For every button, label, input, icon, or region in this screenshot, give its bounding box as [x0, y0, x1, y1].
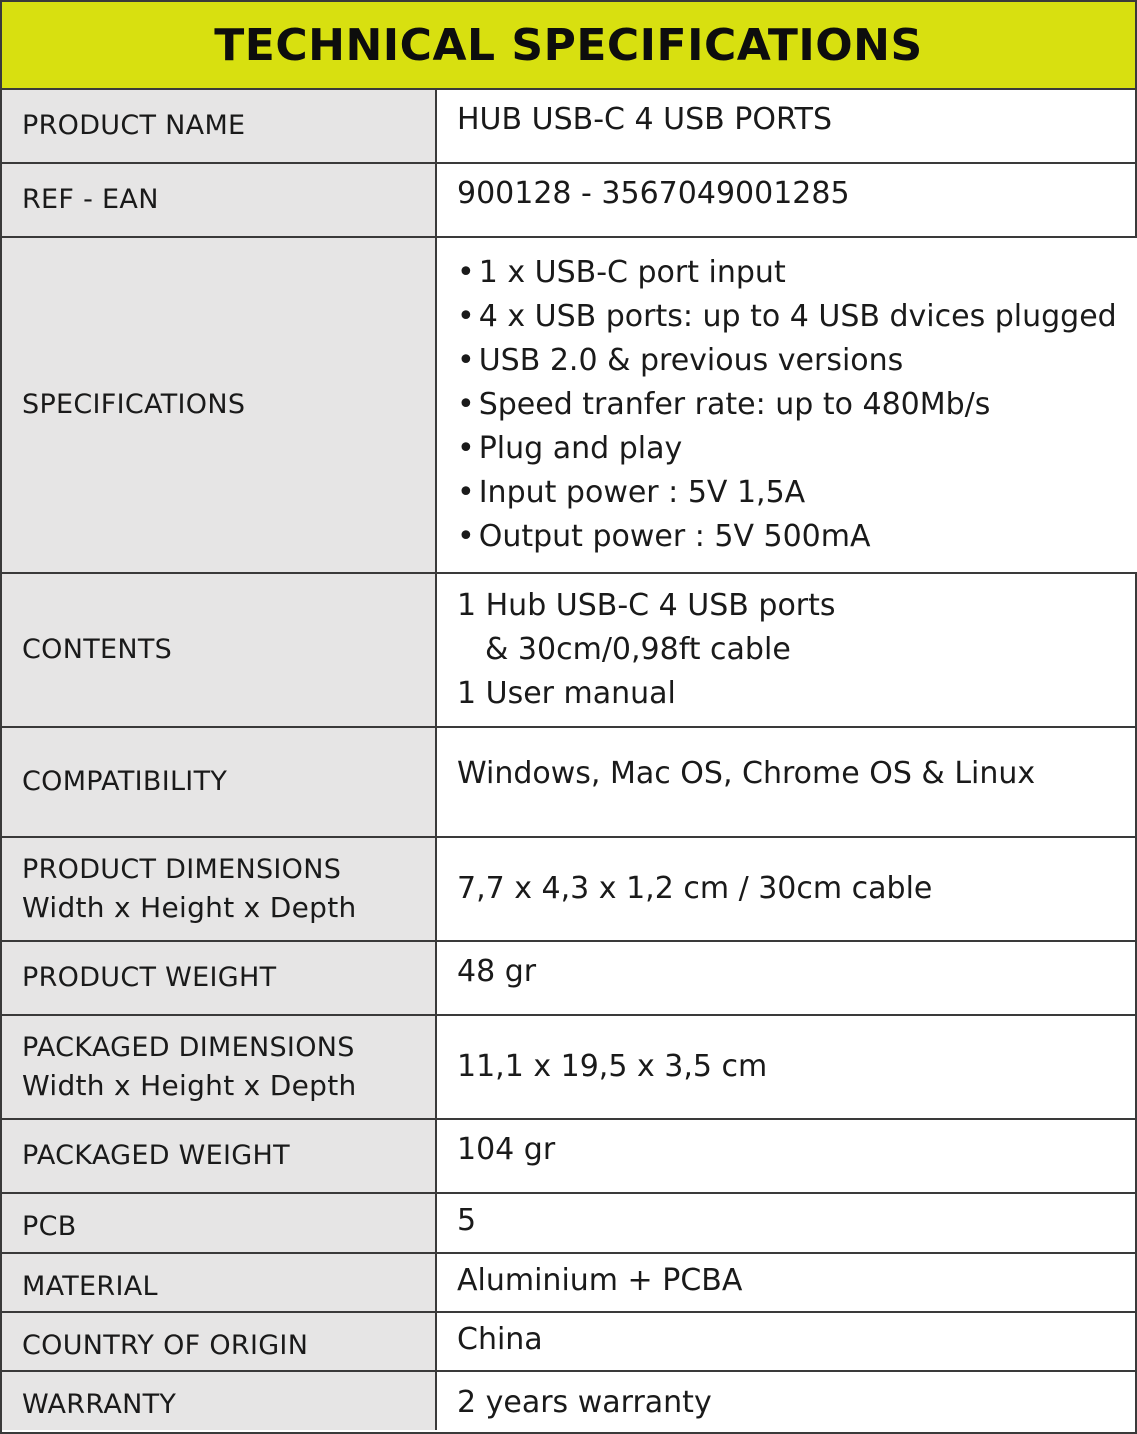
value-material: [437, 1254, 1135, 1311]
label-product-weight: [2, 942, 437, 1014]
spec-item: • Plug and play: [457, 427, 1117, 471]
row-compatibility: [2, 728, 1135, 838]
contents-line: 1 User manual: [457, 676, 676, 711]
row-material: [2, 1254, 1135, 1313]
label-subtext: Width x Height x Depth: [22, 891, 357, 924]
value-text: 48 gr: [457, 954, 537, 989]
value-text: Windows, Mac OS, Chrome OS & Linux: [457, 756, 1036, 791]
contents-line: & 30cm/0,98ft cable: [485, 632, 791, 667]
spec-item: • Speed tranfer rate: up to 480Mb/s: [457, 383, 1117, 427]
spec-item: • Input power : 5V 1,5A: [457, 471, 1117, 515]
value-contents: [437, 574, 1135, 726]
row-country-of-origin: [2, 1313, 1135, 1372]
value-text: 7,7 x 4,3 x 1,2 cm / 30cm cable: [457, 871, 933, 906]
spec-item: • 1 x USB-C port input: [457, 251, 1117, 295]
row-packaged-weight: [2, 1120, 1135, 1194]
label-packaged-dimensions: [2, 1016, 437, 1118]
label-text: MATERIAL: [22, 1270, 158, 1302]
value-text: 104 gr: [457, 1132, 556, 1167]
spec-item: • Output power : 5V 500mA: [457, 515, 1117, 559]
label-text: PACKAGED DIMENSIONS: [22, 1032, 355, 1063]
page-title: TECHNICAL SPECIFICATIONS: [214, 19, 923, 71]
row-product-name: [2, 90, 1135, 164]
label-subtext: Width x Height x Depth: [22, 1069, 357, 1102]
label-text: REF - EAN: [22, 184, 159, 215]
row-ref-ean: [2, 164, 1135, 238]
value-compatibility: [437, 728, 1135, 836]
label-pcb: [2, 1194, 437, 1252]
contents-line: 1 Hub USB-C 4 USB ports: [457, 588, 836, 623]
row-product-weight: [2, 942, 1135, 1016]
value-packaged-weight: [437, 1120, 1135, 1192]
value-text: 900128 - 3567049001285: [457, 176, 850, 211]
value-pcb: [437, 1194, 1135, 1252]
row-contents: [2, 574, 1135, 728]
value-text: Aluminium + PCBA: [457, 1262, 743, 1298]
label-text: COMPATIBILITY: [22, 766, 228, 797]
label-product-dimensions: [2, 838, 437, 940]
label-warranty: [2, 1372, 437, 1430]
row-warranty: [2, 1372, 1135, 1430]
label-contents: [2, 574, 437, 726]
value-country-of-origin: [437, 1313, 1135, 1370]
row-product-dimensions: [2, 838, 1135, 942]
label-text: SPECIFICATIONS: [22, 389, 246, 420]
spec-item: • 4 x USB ports: up to 4 USB dvices plugged: [457, 295, 1117, 339]
value-text: HUB USB-C 4 USB PORTS: [457, 102, 832, 137]
value-text: China: [457, 1321, 543, 1357]
value-product-weight: [437, 942, 1135, 1014]
label-packaged-weight: [2, 1120, 437, 1192]
value-ref-ean: [437, 164, 1135, 236]
label-ref-ean: [2, 164, 437, 236]
label-text: COUNTRY OF ORIGIN: [22, 1329, 309, 1361]
value-packaged-dimensions: [437, 1016, 1135, 1118]
label-text: PACKAGED WEIGHT: [22, 1140, 290, 1171]
row-pcb: [2, 1194, 1135, 1254]
spec-item: • USB 2.0 & previous versions: [457, 339, 1117, 383]
label-text: CONTENTS: [22, 634, 173, 665]
value-text: 5: [457, 1203, 477, 1238]
label-text: WARRANTY: [22, 1389, 177, 1420]
label-text: PCB: [22, 1211, 77, 1242]
spec-table: [2, 90, 1135, 1430]
value-text: 11,1 x 19,5 x 3,5 cm: [457, 1049, 768, 1084]
label-text: PRODUCT NAME: [22, 110, 246, 141]
label-text: PRODUCT DIMENSIONS: [22, 854, 342, 885]
label-compatibility: [2, 728, 437, 836]
value-product-dimensions: [437, 838, 1135, 940]
value-warranty: [437, 1372, 1135, 1430]
label-product-name: [2, 90, 437, 162]
label-material: [2, 1254, 437, 1311]
value-product-name: [437, 90, 1135, 162]
value-specifications: [437, 238, 1137, 572]
row-packaged-dimensions: [2, 1016, 1135, 1120]
label-specifications: [2, 238, 437, 572]
label-country-of-origin: [2, 1313, 437, 1370]
specifications-list: [457, 251, 1117, 559]
row-specifications: [2, 238, 1135, 574]
title-bar: [2, 2, 1135, 90]
value-text: 2 years warranty: [457, 1385, 712, 1420]
label-text: PRODUCT WEIGHT: [22, 962, 277, 993]
